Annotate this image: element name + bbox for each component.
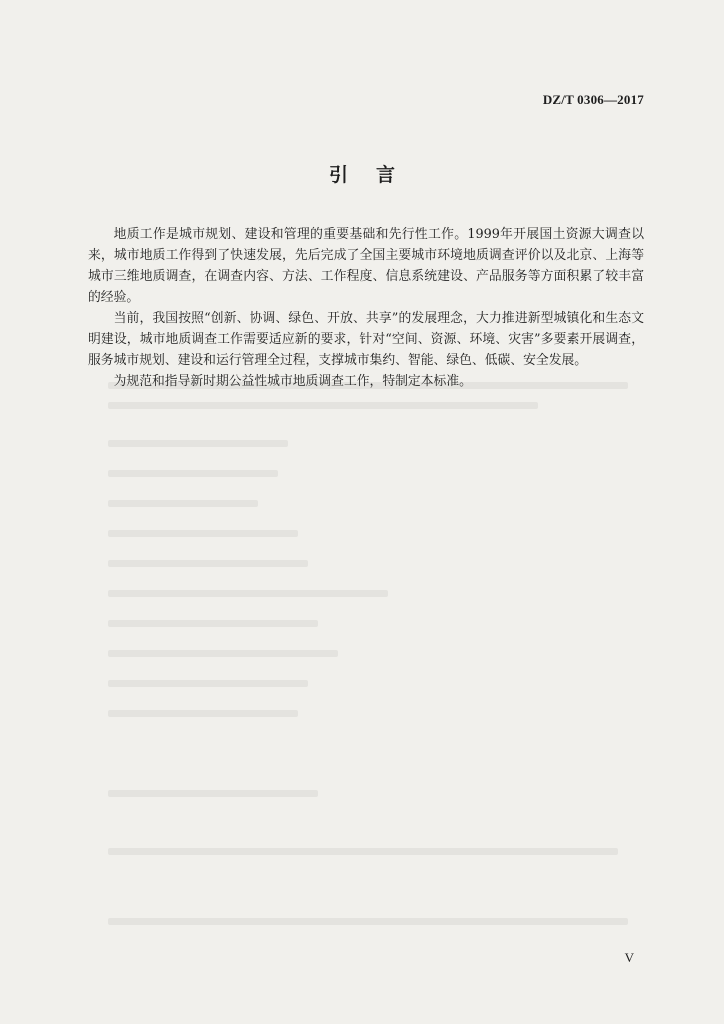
show-through-texture [108, 680, 308, 687]
show-through-texture [108, 848, 618, 855]
standard-code: DZ/T 0306—2017 [542, 92, 644, 107]
paragraph: 当前，我国按照“创新、协调、绿色、开放、共享”的发展理念，大力推进新型城镇化和生态文明建设，城市地质调查工作需要适应新的要求，针对“空间、资源、环境、灾害”多要素开展调查，服务城市规划、建设和运行管理全过程，支撑城市集约、智能、绿色、低碳、安全发展。 [88, 311, 644, 368]
document-body [88, 224, 644, 392]
paragraph: 地质工作是城市规划、建设和管理的重要基础和先行性工作。1999年开展国土资源大调查以来，城市地质工作得到了快速发展，先后完成了全国主要城市环境地质调查评价以及北京、上海等城市三维地质调查，在调查内容、方法、工作程度、信息系统建设、产品服务等方面积累了较丰富的经验。 [88, 227, 644, 305]
show-through-texture [108, 500, 258, 507]
show-through-texture [108, 402, 538, 409]
show-through-texture [108, 790, 318, 797]
page-number: V [624, 950, 634, 965]
show-through-texture [108, 440, 288, 447]
show-through-texture [108, 710, 298, 717]
paragraph: 为规范和指导新时期公益性城市地质调查工作，特制定本标准。 [113, 374, 472, 389]
show-through-texture [108, 620, 318, 627]
page-title: 引言 [328, 164, 423, 186]
show-through-texture [108, 560, 308, 567]
show-through-texture [108, 650, 338, 657]
show-through-texture [108, 530, 298, 537]
show-through-texture [108, 590, 388, 597]
show-through-texture [108, 918, 628, 925]
show-through-texture [108, 470, 278, 477]
